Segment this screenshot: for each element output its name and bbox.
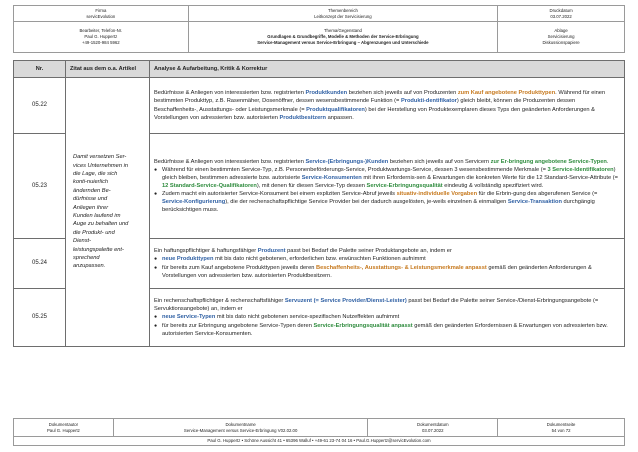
analyse-cell bbox=[150, 78, 625, 134]
ablage-line2: Diskussionspapiere bbox=[542, 39, 580, 45]
themenbereich-cell bbox=[188, 6, 497, 22]
text-run: für bereits zum Kauf angebotene Produkttypen jeweils deren bbox=[162, 264, 316, 271]
thema-cell bbox=[188, 22, 497, 53]
thema-line1: Grundlagen & Grundbegriffe, Modelle & Methoden der Service-Erbringung bbox=[267, 34, 419, 40]
text-run: Ein haftungspflichtiger & haftungsfähiger bbox=[154, 248, 258, 255]
text-run: beziehen sich jeweils auf von Servicern bbox=[388, 158, 491, 165]
text-run: Während für einen bestimmten Service-Typ, z.B. Personenbeförderungs-Service, Produktwartungs-Service, dessen 3 wesensbestimmende Merkmale (= bbox=[162, 166, 548, 173]
firma-label: Firma bbox=[95, 7, 107, 13]
autor-label: Dokumentautor bbox=[48, 421, 79, 427]
table-row bbox=[14, 78, 625, 134]
intro-paragraph bbox=[154, 247, 620, 255]
text-run: . Während für einen bestimmten Produkttyp, z.B. Rasenmäher, Dosenöffner, dessen wesensbestimmende Funktion (= bbox=[154, 90, 606, 105]
highlight-text: Service-Konsumenten bbox=[301, 174, 362, 181]
text-run: ) gleich bleibt, können die Produzenten dessen Beschaffenheits-, Ausstattungs- oder Leistungsmerkmale (= bbox=[154, 98, 576, 113]
highlight-text: Produktbesitzern bbox=[279, 114, 326, 121]
bullet-text bbox=[162, 255, 620, 263]
text-run: durchgängig berücksichtigen muss. bbox=[162, 199, 595, 214]
dokumentdatum-cell bbox=[368, 419, 498, 437]
text-run: mit bis dato nicht gebotenen service-spezifischen Nutzeffekten aufnimmt bbox=[215, 314, 400, 321]
text-run: Bedürfnisse & Anliegen von interessierten bzw. registrierten bbox=[154, 90, 306, 97]
highlight-text: Produkttypen bbox=[518, 90, 556, 97]
bearbeiter-label: Bearbeiter, Telefon-Nr. bbox=[79, 28, 123, 34]
text-run: gemäß den geänderten Erfordernissen & Erwartungen von adressierten bzw. autorisierten Service-Konsumenten. bbox=[162, 322, 608, 337]
text-run: Zudem macht ein autorisierter Service-Konsument bei einem expliziten Service-Abruf jeweils bbox=[162, 191, 397, 198]
dokumentname-label: Dokumentname bbox=[225, 421, 256, 427]
text-run: mit ihren Erfordernis-sen & Erwartungen die konkreten Werte für die 12 Standard-Service-Attribute (= bbox=[361, 174, 618, 181]
dokumentdatum-value: 03.07.2022 bbox=[422, 427, 444, 433]
analyse-cell bbox=[150, 134, 625, 239]
bullet-item bbox=[154, 322, 620, 338]
highlight-text: Service-Transaktion bbox=[507, 199, 562, 206]
text-run: für die Erbrin-gung des abgerufenen Service (= bbox=[477, 191, 598, 198]
text-run: für bereits zur Erbringung angebotene Service-Typen deren bbox=[162, 322, 314, 329]
bullet-item bbox=[154, 255, 620, 263]
highlight-text: Produktqualifikatoren bbox=[306, 106, 365, 113]
bullet-icon: ● bbox=[154, 256, 158, 263]
highlight-text: Produzent bbox=[257, 248, 286, 255]
intro-paragraph bbox=[154, 297, 620, 313]
bullet-item bbox=[154, 190, 620, 214]
druckdatum-label: Druckdatum bbox=[549, 7, 573, 13]
bullet-icon: ● bbox=[154, 322, 158, 329]
analysis-table bbox=[13, 60, 625, 347]
text-run: . bbox=[606, 158, 609, 165]
bullet-icon: ● bbox=[154, 166, 158, 173]
column-header-analyse: Analyse & Aufarbeitung, Kritik & Korrektur bbox=[150, 61, 625, 78]
autor-value: Paul G. Huppertz bbox=[46, 427, 80, 433]
bullet-text bbox=[162, 322, 620, 338]
highlight-text: neue Service-Typen bbox=[162, 314, 216, 321]
dokumentseite-value: 54 von 72 bbox=[551, 427, 571, 433]
highlight-text: neue Produkttypen bbox=[162, 256, 214, 263]
bullet-text bbox=[162, 166, 620, 190]
ablage-cell bbox=[498, 22, 625, 53]
highlight-text: zur Er-bringung angebotene Service-Typen bbox=[490, 158, 607, 165]
bearbeiter-cell bbox=[14, 22, 189, 53]
intro-paragraph bbox=[154, 158, 620, 166]
ablage-line1: Servicisierung bbox=[547, 34, 575, 40]
text-run: ) bei der Herstellung von Produktexemplaren dieses Typs den geänderten Anforderungen & Vorstellungen von adressierten bzw. autorisierten bbox=[154, 106, 595, 121]
row-number: 05.22 bbox=[14, 78, 66, 134]
thema-label: Thema/Gegenstand bbox=[323, 28, 362, 34]
bullet-icon: ● bbox=[154, 314, 158, 321]
highlight-text: Produkti-dentifikator bbox=[400, 98, 457, 105]
text-run: anpassen. bbox=[325, 114, 354, 121]
highlight-text: Produktkunden bbox=[305, 90, 348, 97]
highlight-text: 3 Service-Identifikatoren bbox=[547, 166, 614, 173]
bullet-item bbox=[154, 313, 620, 321]
text-run: gemäß den geänderten Anforderungen & Vorstellungen von adressierten bzw. autorisierten Produktbesitzern. bbox=[162, 264, 592, 279]
highlight-text: Servuzent (= Service Provider/Dienst-Leister) bbox=[284, 298, 407, 305]
bullet-icon: ● bbox=[154, 264, 158, 271]
dokumentseite-cell bbox=[498, 419, 625, 437]
bullet-item bbox=[154, 166, 620, 190]
text-run: passt bei Bedarf die Palette seiner Service-/Dienst-Erbringungsangebote (= Servuktionsangebote) an, indem er bbox=[154, 298, 599, 313]
autor-cell bbox=[14, 419, 114, 437]
druckdatum-value: 03.07.2022 bbox=[550, 13, 572, 19]
text-run: Ein rechenschaftspflichtiger & rechenschaftsfähiger bbox=[154, 298, 285, 305]
text-run: ), die der rechenschaftspflichtige Service Provider bei der dadurch ausgelösten, je-weils einzelnen & einmaligen bbox=[225, 199, 508, 206]
text-run: beziehen sich jeweils auf von Produzenten bbox=[347, 90, 458, 97]
bullet-item bbox=[154, 264, 620, 280]
highlight-text: zum Kauf angebotene bbox=[457, 90, 517, 97]
document-footer bbox=[13, 418, 625, 446]
bullet-text bbox=[162, 190, 620, 214]
analyse-cell bbox=[150, 289, 625, 347]
highlight-text: Service-Konfigurierung bbox=[162, 199, 226, 206]
column-header-nr: Nr. bbox=[14, 61, 66, 78]
text-run: ) gleich bleiben, bestimmen adressierte bzw. autorisierte bbox=[162, 166, 616, 181]
document-header bbox=[13, 5, 625, 53]
ablage-label: Ablage bbox=[554, 28, 568, 34]
themenbereich-label: Themenbereich bbox=[328, 7, 358, 13]
highlight-text: Service-Erbringungsqualität anpasst bbox=[313, 322, 413, 329]
row-number: 05.23 bbox=[14, 134, 66, 239]
bullet-text bbox=[162, 264, 620, 280]
analyse-cell bbox=[150, 239, 625, 289]
text-run: eindeutig & vollständig spezifiziert wird. bbox=[442, 182, 544, 189]
dokumentseite-label: Dokumentseite bbox=[546, 421, 576, 427]
bearbeiter-phone: +49-1520-984 5962 bbox=[82, 39, 120, 45]
dokumentname-value: Service-Management versus Service-Erbringung V02.02.00 bbox=[183, 427, 298, 433]
bearbeiter-name: Paul G. Huppertz bbox=[84, 34, 118, 40]
text-run: mit bis dato nicht gebotenen, erforderlichen bzw. erwünschten Funktionen aufnimmt bbox=[213, 256, 426, 263]
column-header-zitat: Zitat aus dem o.a. Artikel bbox=[66, 61, 150, 78]
text-run: passt bei Bedarf die Palette seiner Produktangebote an, indem er bbox=[285, 248, 452, 255]
highlight-text: 12 Standard-Service-Qualifikatoren bbox=[162, 182, 257, 189]
highlight-text: Service-Erbringungsqualität bbox=[366, 182, 443, 189]
highlight-text: situativ-individuelle Vorgaben bbox=[396, 191, 478, 198]
highlight-text: Service-(Erbringungs-)Kunden bbox=[305, 158, 389, 165]
bullet-text bbox=[162, 313, 620, 321]
text-run: ), mit denen für diesen Service-Typ dessen bbox=[256, 182, 367, 189]
dokumentname-cell bbox=[113, 419, 368, 437]
row-number: 05.25 bbox=[14, 289, 66, 347]
text-run: Bedürfnisse & Anliegen von interessierten bzw. registrierten bbox=[154, 158, 306, 165]
bullet-icon: ● bbox=[154, 191, 158, 198]
firma-cell bbox=[14, 6, 189, 22]
highlight-text: Beschaffenheits-, Ausstattungs- & Leistungsmerkmale anpasst bbox=[315, 264, 487, 271]
thema-line2: Service-Management versus Service-Erbringung – Abgrenzungen und Unterschiede bbox=[257, 39, 429, 45]
row-number: 05.24 bbox=[14, 239, 66, 289]
zitat-cell: Damit versetzen Ser-vices Unternehmen in die Lage, die sich konti-nuierlich ändernden Be-dürfnisse und Anliegen ihrer Kunden laufend im Auge zu behalten und die Produkt- und Dienst-leistungspalette ent-sprechend anzupassen. bbox=[66, 78, 150, 347]
druckdatum-cell bbox=[498, 6, 625, 22]
themenbereich-value: Leitkonzept der Servicisierung bbox=[314, 13, 372, 19]
footer-address: Paul G. Huppertz • Schöne Aussicht 41 • 65396 Walluf • +49-61 23-74 04 16 • Paul.G.Huppertz@servicEvolution.com bbox=[14, 437, 625, 446]
dokumentdatum-label: Dokumentdatum bbox=[417, 421, 449, 427]
firma-value: servicEvolution bbox=[86, 13, 116, 19]
